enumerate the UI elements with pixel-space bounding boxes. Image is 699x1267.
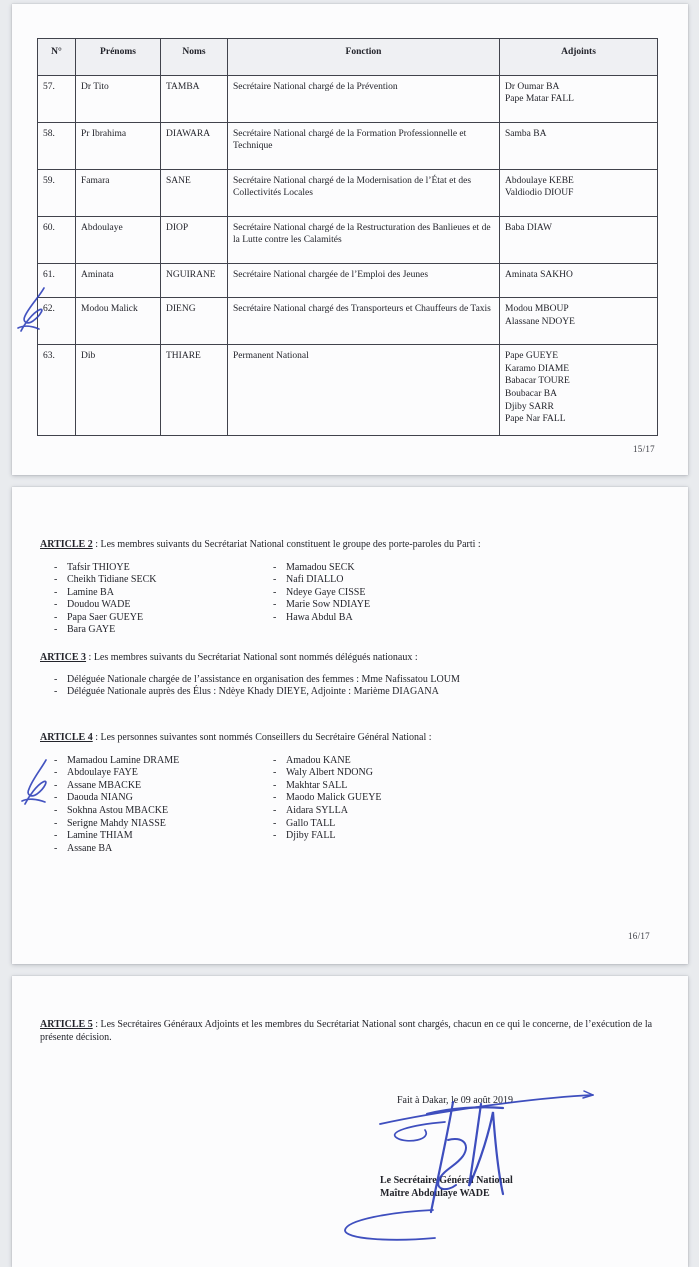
adjoint-name: Pape Nar FALL (505, 414, 566, 425)
list-item (54, 792, 273, 805)
dash-bullet: - (273, 767, 277, 779)
adjoint-name: Alassane NDOYE (505, 316, 575, 327)
cell-prenom: Aminata (76, 263, 161, 298)
article-3-text: : Les membres suivants du Secrétariat National sont nommés délégués nationaux : (86, 652, 418, 664)
cell-adjoints (500, 169, 658, 216)
list-item (54, 562, 273, 575)
dash-bullet: - (273, 586, 277, 598)
adjoint-name: Djiby SARR (505, 401, 554, 412)
article-4-label: ARTICLE 4 (40, 732, 93, 744)
cell-num: 59. (38, 169, 76, 216)
list-item (54, 624, 273, 637)
article-5-heading (40, 1018, 662, 1044)
page-number: 15/17 (632, 444, 655, 454)
cell-prenom: Dib (76, 345, 161, 435)
cell-num: 60. (38, 216, 76, 263)
table-row (38, 298, 658, 345)
cell-adjoints (500, 75, 658, 122)
article-5-label: ARTICLE 5 (40, 1019, 93, 1030)
list-item-text: Amadou KANE (286, 754, 351, 766)
list-item-text: Papa Saer GUEYE (67, 611, 144, 623)
cell-adjoints (500, 345, 658, 435)
article-4-lists (54, 755, 658, 856)
article-4-list-right (273, 755, 658, 856)
adjoint-name: Karamo DIAME (505, 363, 570, 374)
dash-bullet: - (54, 561, 58, 573)
dash-bullet: - (54, 586, 58, 598)
list-item-text: Serigne Mahdy NIASSE (67, 817, 166, 829)
list-item (273, 767, 658, 780)
dash-bullet: - (273, 779, 277, 791)
list-item-text: Makhtar SALL (286, 779, 348, 791)
list-item (54, 574, 273, 587)
list-item-text: Lamine BA (67, 586, 114, 598)
list-item (54, 805, 273, 818)
list-item-text: Assane MBACKE (67, 779, 142, 791)
list-item (273, 792, 658, 805)
cell-prenom: Abdoulaye (76, 216, 161, 263)
list-item (54, 599, 273, 612)
adjoint-name: Babacar TOURE (505, 376, 570, 387)
list-item (54, 674, 658, 687)
article-4-text: : Les personnes suivantes sont nommés Conseillers du Secrétaire Général National : (92, 732, 432, 744)
adjoint-name: Modou MBOUP (505, 304, 569, 315)
adjoint-name: Aminata SAKHO (505, 269, 573, 280)
cell-fonction: Secrétaire National chargé de la Modernisation de l’État et des Collectivités Locales (228, 169, 500, 216)
dash-bullet: - (54, 779, 58, 791)
cell-adjoints (500, 263, 658, 298)
list-item-text: Aidara SYLLA (286, 805, 348, 817)
cell-adjoints (500, 122, 658, 169)
list-item-text: Doudou WADE (67, 599, 131, 611)
article-3-heading (40, 652, 658, 665)
dash-bullet: - (54, 805, 58, 817)
cell-prenom: Modou Malick (76, 298, 161, 345)
dash-bullet: - (54, 624, 58, 636)
cell-fonction: Secrétaire National chargé de la Prévention (228, 75, 500, 122)
table-row (38, 345, 658, 435)
cell-nom: DIAWARA (161, 122, 228, 169)
list-item-text: Assane BA (67, 842, 113, 854)
list-item-text: Hawa Abdul BA (286, 611, 353, 623)
adjoint-name: Valdiodio DIOUF (505, 188, 574, 199)
page-15 (12, 4, 688, 475)
list-item (273, 805, 658, 818)
dash-bullet: - (54, 754, 58, 766)
list-item (54, 780, 273, 793)
list-item-text: Waly Albert NDONG (286, 767, 373, 779)
table-row (38, 75, 658, 122)
dash-bullet: - (54, 599, 58, 611)
cell-num: 61. (38, 263, 76, 298)
signatory-fullname: Maître Abdoulaye WADE (380, 1188, 490, 1199)
column-header: Noms (161, 39, 228, 76)
article-2-heading (40, 539, 658, 552)
column-header: Fonction (228, 39, 500, 76)
list-item-text: Gallo TALL (286, 817, 336, 829)
list-item-text: Déléguée Nationale chargée de l’assistance en organisation des femmes : Mme Nafissatou LOUM (67, 673, 460, 685)
cell-fonction: Secrétaire National chargé des Transporteurs et Chauffeurs de Taxis (228, 298, 500, 345)
article-5-text: : Les Secrétaires Généraux Adjoints et les membres du Secrétariat National sont chargés, chacun en ce qui le concerne, de l’exécution de la présente décision. (40, 1019, 653, 1043)
members-table (37, 38, 658, 436)
dash-bullet: - (54, 792, 58, 804)
list-item (273, 574, 658, 587)
article-2-label: ARTICLE 2 (40, 539, 93, 550)
cell-prenom: Famara (76, 169, 161, 216)
adjoint-name: Baba DIAW (505, 222, 552, 233)
article-2-lists (54, 562, 658, 638)
dash-bullet: - (273, 817, 277, 829)
list-item (54, 612, 273, 625)
table-row (38, 122, 658, 169)
column-header: Adjoints (500, 39, 658, 76)
dash-bullet: - (273, 754, 277, 766)
cell-nom: TAMBA (161, 75, 228, 122)
list-item-text: Bara GAYE (67, 624, 116, 636)
list-item-text: Déléguée Nationale auprès des Élus : Ndèye Khady DIEYE, Adjointe : Marième DIAGANA (67, 686, 439, 698)
cell-fonction: Secrétaire National chargé de la Formation Professionnelle et Technique (228, 122, 500, 169)
article-2-list-right (273, 562, 658, 638)
list-item (273, 562, 658, 575)
dash-bullet: - (54, 611, 58, 623)
signatory-name (380, 1174, 662, 1200)
dash-bullet: - (273, 611, 277, 623)
adjoint-name: Dr Oumar BA (505, 81, 560, 92)
article-4-list-left (54, 755, 273, 856)
list-item (273, 780, 658, 793)
list-item (54, 830, 273, 843)
dash-bullet: - (54, 817, 58, 829)
column-header: N° (38, 39, 76, 76)
table-body (38, 75, 658, 435)
dash-bullet: - (54, 686, 58, 698)
page-17 (12, 976, 688, 1267)
cell-nom: NGUIRANE (161, 263, 228, 298)
dash-bullet: - (273, 599, 277, 611)
dash-bullet: - (273, 561, 277, 573)
table-row (38, 169, 658, 216)
cell-nom: SANE (161, 169, 228, 216)
list-item-text: Mamadou Lamine DRAME (67, 754, 180, 766)
article-2-list-left (54, 562, 273, 638)
dash-bullet: - (273, 792, 277, 804)
adjoint-name: Samba BA (505, 128, 547, 139)
list-item-text: Maodo Malick GUEYE (286, 792, 382, 804)
list-item (54, 755, 273, 768)
cell-prenom: Pr Ibrahima (76, 122, 161, 169)
cell-adjoints (500, 216, 658, 263)
table-row (38, 216, 658, 263)
dash-bullet: - (273, 574, 277, 586)
list-item (54, 767, 273, 780)
list-item-text: Sokhna Astou MBACKE (67, 805, 169, 817)
dash-bullet: - (54, 574, 58, 586)
cell-prenom: Dr Tito (76, 75, 161, 122)
list-item (273, 818, 658, 831)
list-item (273, 587, 658, 600)
list-item (273, 612, 658, 625)
article-4-heading (40, 732, 658, 745)
adjoint-name: Pape GUEYE (505, 351, 559, 362)
dash-bullet: - (54, 767, 58, 779)
article-3-label: ARTICE 3 (40, 652, 87, 664)
adjoint-name: Boubacar BA (505, 388, 557, 399)
list-item (273, 755, 658, 768)
cell-adjoints (500, 298, 658, 345)
signature-date: Fait à Dakar, le 09 août 2019 (397, 1095, 513, 1106)
list-item (273, 599, 658, 612)
cell-fonction: Secrétaire National chargé de la Restructuration des Banlieues et de la Lutte contre les Calamités (228, 216, 500, 263)
list-item (54, 587, 273, 600)
article-3-list (54, 674, 658, 700)
page-number: 16/17 (627, 931, 650, 941)
signatory-title: Le Secrétaire Général National (380, 1175, 513, 1186)
article-2-text: : Les membres suivants du Secrétariat National constituent le groupe des porte-paroles du Parti : (92, 539, 481, 550)
handwritten-signature-icon (335, 1062, 615, 1252)
list-item-text: Cheikh Tidiane SECK (67, 574, 157, 586)
dash-bullet: - (54, 842, 58, 854)
column-header: Prénoms (76, 39, 161, 76)
list-item-text: Marie Sow NDIAYE (286, 599, 371, 611)
list-item-text: Daouda NIANG (67, 792, 133, 804)
adjoint-name: Pape Matar FALL (505, 94, 574, 105)
list-item (54, 843, 273, 856)
list-item-text: Nafi DIALLO (286, 574, 344, 586)
dash-bullet: - (273, 830, 277, 842)
list-item (54, 686, 658, 699)
list-item-text: Djiby FALL (286, 830, 336, 842)
cell-nom: THIARE (161, 345, 228, 435)
cell-num: 62. (38, 298, 76, 345)
cell-num: 57. (38, 75, 76, 122)
list-item-text: Abdoulaye FAYE (67, 767, 138, 779)
dash-bullet: - (54, 673, 58, 685)
cell-num: 58. (38, 122, 76, 169)
page-16 (12, 487, 688, 964)
table-row (38, 263, 658, 298)
cell-fonction: Secrétaire National chargée de l’Emploi des Jeunes (228, 263, 500, 298)
cell-nom: DIOP (161, 216, 228, 263)
list-item (54, 818, 273, 831)
list-item-text: Mamadou SECK (286, 561, 355, 573)
signature-block (380, 1094, 662, 1200)
cell-nom: DIENG (161, 298, 228, 345)
list-item-text: Tafsir THIOYE (67, 561, 130, 573)
list-item-text: Ndeye Gaye CISSE (286, 586, 366, 598)
list-item (273, 830, 658, 843)
dash-bullet: - (54, 830, 58, 842)
cell-num: 63. (38, 345, 76, 435)
adjoint-name: Abdoulaye KEBE (505, 175, 574, 186)
list-item-text: Lamine THIAM (67, 830, 133, 842)
cell-fonction: Permanent National (228, 345, 500, 435)
dash-bullet: - (273, 805, 277, 817)
table-header-row (38, 39, 658, 76)
